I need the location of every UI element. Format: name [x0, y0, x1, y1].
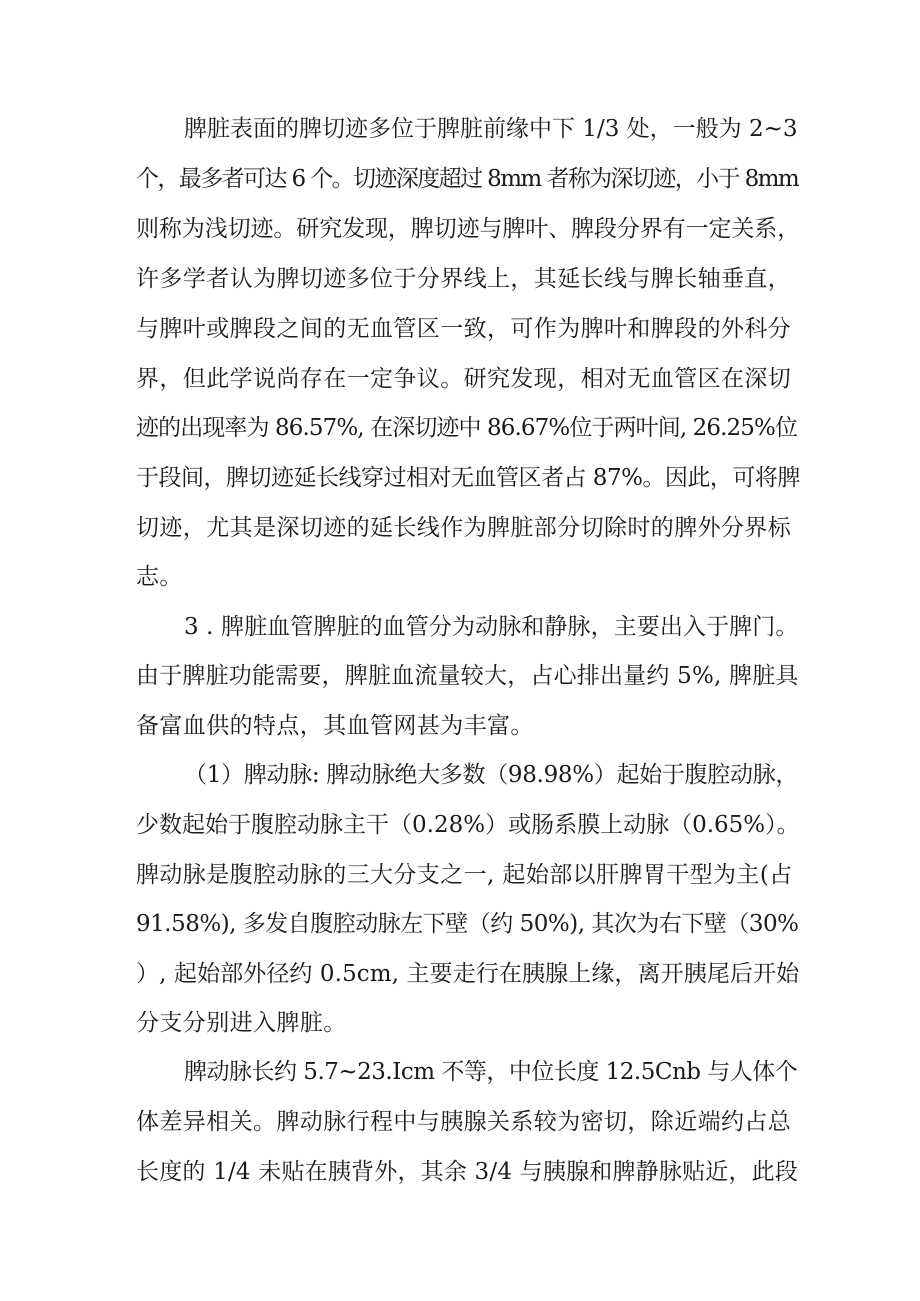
paragraph-3-line-1: （1）脾动脉: 脾动脉绝大多数（98.98%）起始于腹腔动脉，: [184, 762, 799, 788]
paragraph-3-line-6: 分支分别进入脾脏。: [136, 1010, 347, 1036]
paragraph-1-line-7: 迹的出现率为 86.57%, 在深切迹中 86.67%位于两叶间, 26.25%位: [136, 415, 798, 441]
paragraph-1-line-6: 界，但此学说尚存在一定争议。研究发现，相对无血管区在深切: [136, 366, 792, 392]
paragraph-2-line-2: 由于脾脏功能需要，脾脏血流量较大，占心排出量约 5%, 脾脏具: [136, 663, 799, 689]
paragraph-1-line-3: 则称为浅切迹。研究发现，脾切迹与脾叶、脾段分界有一定关系，: [136, 216, 801, 242]
paragraph-4-line-3: 长度的 1/4 未贴在胰背外，其余 3/4 与胰腺和脾静脉贴近，此段: [136, 1159, 799, 1185]
paragraph-3-line-5: ）, 起始部外径约 0.5cm, 主要走行在胰腺上缘，离开胰尾后开始: [136, 961, 800, 987]
paragraph-1-line-1: 脾脏表面的脾切迹多位于脾脏前缘中下 1/3 处，一般为 2~3: [184, 116, 798, 142]
paragraph-3-line-4: 91.58%), 多发自腹腔动脉左下壁（约 50%), 其次为右下壁（30%: [136, 911, 799, 937]
paragraph-1-line-4: 许多学者认为脾切迹多位于分界线上，其延长线与脾长轴垂直，: [136, 266, 792, 292]
paragraph-4-line-1: 脾动脉长约 5.7~23.Icm 不等，中位长度 12.5Cnb 与人体个: [184, 1059, 798, 1085]
paragraph-4-line-2: 体差异相关。脾动脉行程中与胰腺关系较为密切，除近端约占总: [136, 1109, 792, 1135]
paragraph-1-line-5: 与脾叶或脾段之间的无血管区一致，可作为脾叶和脾段的外科分: [136, 316, 792, 342]
paragraph-2-line-3: 备富血供的特点，其血管网甚为丰富。: [136, 713, 534, 739]
paragraph-1-line-2: 个，最多者可达 6 个。切迹深度超过 8mm 者称为深切迹，小于 8mm: [136, 166, 799, 192]
paragraph-2-line-1: 3 . 脾脏血管脾脏的血管分为动脉和静脉，主要出入于脾门。: [184, 614, 799, 640]
paragraph-1-line-8: 于段间，脾切迹延长线穿过相对无血管区者占 87%。因此，可将脾: [136, 465, 800, 491]
paragraph-1-line-10: 志。: [136, 564, 183, 590]
paragraph-1-line-9: 切迹，尤其是深切迹的延长线作为脾脏部分切除时的脾外分界标: [136, 515, 792, 541]
paragraph-3-line-3: 脾动脉是腹腔动脉的三大分支之一, 起始部以肝脾胃干型为主(占: [136, 862, 793, 888]
paragraph-3-line-2: 少数起始于腹腔动脉主干（0.28%）或肠系膜上动脉（0.65%）。: [136, 812, 800, 838]
